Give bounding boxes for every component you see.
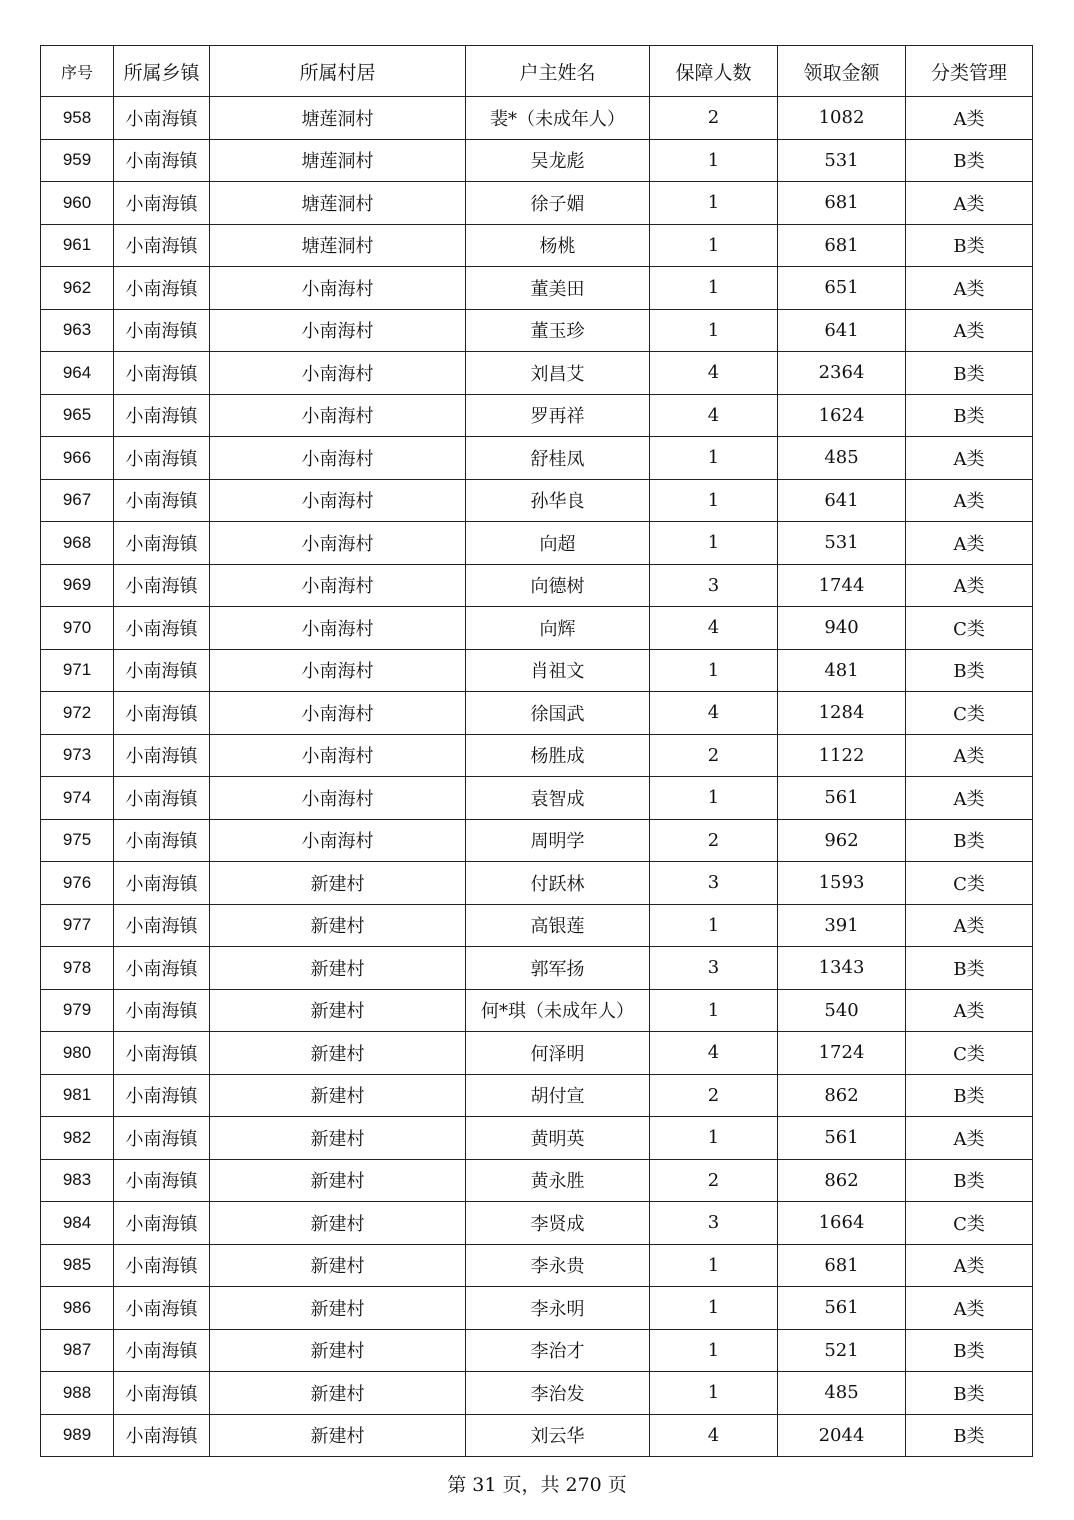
village-cell: 塘莲洞村	[210, 224, 466, 267]
householder-cell: 罗再祥	[466, 394, 650, 437]
category-cell: B类	[906, 1372, 1033, 1415]
category-cell: A类	[906, 309, 1033, 352]
village-cell: 小南海村	[210, 394, 466, 437]
householder-cell: 何*琪（未成年人）	[466, 989, 650, 1032]
township-cell: 小南海镇	[114, 904, 210, 947]
township-cell: 小南海镇	[114, 1202, 210, 1245]
insured-count-cell: 1	[650, 479, 778, 522]
amount-cell: 681	[778, 182, 906, 225]
township-cell: 小南海镇	[114, 819, 210, 862]
seq-cell: 988	[41, 1372, 114, 1415]
township-cell: 小南海镇	[114, 267, 210, 310]
seq-cell: 962	[41, 267, 114, 310]
insured-count-cell: 1	[650, 1372, 778, 1415]
seq-cell: 969	[41, 564, 114, 607]
seq-cell: 960	[41, 182, 114, 225]
township-cell: 小南海镇	[114, 734, 210, 777]
village-cell: 新建村	[210, 1329, 466, 1372]
table-row	[41, 862, 1033, 905]
householder-cell: 袁智成	[466, 777, 650, 820]
township-cell: 小南海镇	[114, 479, 210, 522]
category-cell: A类	[906, 479, 1033, 522]
householder-cell: 黄明英	[466, 1117, 650, 1160]
township-cell: 小南海镇	[114, 1117, 210, 1160]
village-cell: 塘莲洞村	[210, 139, 466, 182]
category-cell: C类	[906, 692, 1033, 735]
seq-cell: 964	[41, 352, 114, 395]
insured-count-cell: 2	[650, 734, 778, 777]
seq-cell: 976	[41, 862, 114, 905]
householder-cell: 黄永胜	[466, 1159, 650, 1202]
amount-cell: 531	[778, 522, 906, 565]
seq-cell: 980	[41, 1032, 114, 1075]
village-cell: 小南海村	[210, 437, 466, 480]
category-cell: C类	[906, 862, 1033, 905]
seq-cell: 972	[41, 692, 114, 735]
householder-cell: 胡付宣	[466, 1074, 650, 1117]
table-row	[41, 97, 1033, 140]
amount-cell: 1284	[778, 692, 906, 735]
seq-cell: 966	[41, 437, 114, 480]
category-cell: A类	[906, 904, 1033, 947]
header-village: 所属村居	[210, 46, 466, 97]
village-cell: 小南海村	[210, 819, 466, 862]
table-row	[41, 309, 1033, 352]
insured-count-cell: 4	[650, 692, 778, 735]
table-row	[41, 1032, 1033, 1075]
table-row	[41, 1372, 1033, 1415]
category-cell: B类	[906, 139, 1033, 182]
relief-roster-table	[40, 45, 1033, 1457]
category-cell: A类	[906, 564, 1033, 607]
category-cell: A类	[906, 989, 1033, 1032]
householder-cell: 向辉	[466, 607, 650, 650]
village-cell: 新建村	[210, 1414, 466, 1457]
amount-cell: 481	[778, 649, 906, 692]
township-cell: 小南海镇	[114, 1372, 210, 1415]
category-cell: C类	[906, 1032, 1033, 1075]
category-cell: B类	[906, 1414, 1033, 1457]
village-cell: 新建村	[210, 989, 466, 1032]
amount-cell: 485	[778, 437, 906, 480]
householder-cell: 向德树	[466, 564, 650, 607]
amount-cell: 561	[778, 1117, 906, 1160]
table-row	[41, 1329, 1033, 1372]
amount-cell: 862	[778, 1074, 906, 1117]
header-householder: 户主姓名	[466, 46, 650, 97]
township-cell: 小南海镇	[114, 989, 210, 1032]
householder-cell: 徐子媚	[466, 182, 650, 225]
village-cell: 塘莲洞村	[210, 182, 466, 225]
insured-count-cell: 1	[650, 1117, 778, 1160]
seq-cell: 961	[41, 224, 114, 267]
insured-count-cell: 4	[650, 1414, 778, 1457]
category-cell: B类	[906, 947, 1033, 990]
amount-cell: 1724	[778, 1032, 906, 1075]
table-row	[41, 904, 1033, 947]
insured-count-cell: 1	[650, 267, 778, 310]
township-cell: 小南海镇	[114, 1074, 210, 1117]
amount-cell: 962	[778, 819, 906, 862]
table-row	[41, 1414, 1033, 1457]
township-cell: 小南海镇	[114, 1032, 210, 1075]
village-cell: 新建村	[210, 1244, 466, 1287]
householder-cell: 李永明	[466, 1287, 650, 1330]
householder-cell: 肖祖文	[466, 649, 650, 692]
village-cell: 新建村	[210, 1372, 466, 1415]
insured-count-cell: 3	[650, 564, 778, 607]
insured-count-cell: 1	[650, 904, 778, 947]
table-row	[41, 267, 1033, 310]
header-township: 所属乡镇	[114, 46, 210, 97]
township-cell: 小南海镇	[114, 224, 210, 267]
insured-count-cell: 4	[650, 394, 778, 437]
seq-cell: 959	[41, 139, 114, 182]
insured-count-cell: 2	[650, 97, 778, 140]
householder-cell: 刘昌艾	[466, 352, 650, 395]
header-seq: 序号	[41, 46, 114, 97]
table-row	[41, 819, 1033, 862]
township-cell: 小南海镇	[114, 182, 210, 225]
householder-cell: 董美田	[466, 267, 650, 310]
table-row	[41, 734, 1033, 777]
amount-cell: 540	[778, 989, 906, 1032]
village-cell: 塘莲洞村	[210, 97, 466, 140]
insured-count-cell: 1	[650, 522, 778, 565]
amount-cell: 2364	[778, 352, 906, 395]
village-cell: 新建村	[210, 1032, 466, 1075]
amount-cell: 651	[778, 267, 906, 310]
table-row	[41, 692, 1033, 735]
table-row	[41, 649, 1033, 692]
insured-count-cell: 1	[650, 649, 778, 692]
seq-cell: 958	[41, 97, 114, 140]
category-cell: B类	[906, 394, 1033, 437]
village-cell: 新建村	[210, 904, 466, 947]
village-cell: 新建村	[210, 1117, 466, 1160]
village-cell: 新建村	[210, 1159, 466, 1202]
category-cell: C类	[906, 1202, 1033, 1245]
householder-cell: 董玉珍	[466, 309, 650, 352]
table-body	[41, 97, 1033, 1457]
township-cell: 小南海镇	[114, 437, 210, 480]
insured-count-cell: 1	[650, 224, 778, 267]
table-row	[41, 352, 1033, 395]
amount-cell: 561	[778, 1287, 906, 1330]
table-row	[41, 437, 1033, 480]
header-insured-count: 保障人数	[650, 46, 778, 97]
village-cell: 小南海村	[210, 522, 466, 565]
householder-cell: 杨胜成	[466, 734, 650, 777]
category-cell: B类	[906, 649, 1033, 692]
table-row	[41, 1287, 1033, 1330]
township-cell: 小南海镇	[114, 1414, 210, 1457]
category-cell: A类	[906, 522, 1033, 565]
category-cell: B类	[906, 1329, 1033, 1372]
category-cell: B类	[906, 819, 1033, 862]
table-row	[41, 607, 1033, 650]
township-cell: 小南海镇	[114, 1287, 210, 1330]
table-row	[41, 1159, 1033, 1202]
amount-cell: 641	[778, 309, 906, 352]
township-cell: 小南海镇	[114, 1244, 210, 1287]
seq-cell: 984	[41, 1202, 114, 1245]
insured-count-cell: 2	[650, 819, 778, 862]
amount-cell: 391	[778, 904, 906, 947]
village-cell: 新建村	[210, 1202, 466, 1245]
householder-cell: 李贤成	[466, 1202, 650, 1245]
township-cell: 小南海镇	[114, 1329, 210, 1372]
householder-cell: 何泽明	[466, 1032, 650, 1075]
village-cell: 小南海村	[210, 734, 466, 777]
insured-count-cell: 4	[650, 1032, 778, 1075]
seq-cell: 987	[41, 1329, 114, 1372]
householder-cell: 杨桃	[466, 224, 650, 267]
table-row	[41, 182, 1033, 225]
insured-count-cell: 4	[650, 352, 778, 395]
category-cell: A类	[906, 267, 1033, 310]
householder-cell: 周明学	[466, 819, 650, 862]
amount-cell: 531	[778, 139, 906, 182]
township-cell: 小南海镇	[114, 309, 210, 352]
village-cell: 小南海村	[210, 607, 466, 650]
township-cell: 小南海镇	[114, 139, 210, 182]
householder-cell: 孙华良	[466, 479, 650, 522]
amount-cell: 521	[778, 1329, 906, 1372]
township-cell: 小南海镇	[114, 607, 210, 650]
village-cell: 小南海村	[210, 777, 466, 820]
amount-cell: 681	[778, 1244, 906, 1287]
seq-cell: 979	[41, 989, 114, 1032]
category-cell: B类	[906, 224, 1033, 267]
seq-cell: 968	[41, 522, 114, 565]
category-cell: A类	[906, 437, 1033, 480]
category-cell: A类	[906, 734, 1033, 777]
village-cell: 小南海村	[210, 479, 466, 522]
category-cell: A类	[906, 1244, 1033, 1287]
township-cell: 小南海镇	[114, 777, 210, 820]
seq-cell: 973	[41, 734, 114, 777]
householder-cell: 刘云华	[466, 1414, 650, 1457]
category-cell: A类	[906, 1117, 1033, 1160]
category-cell: A类	[906, 97, 1033, 140]
table-row	[41, 139, 1033, 182]
householder-cell: 吴龙彪	[466, 139, 650, 182]
table-row	[41, 1074, 1033, 1117]
township-cell: 小南海镇	[114, 947, 210, 990]
insured-count-cell: 1	[650, 182, 778, 225]
township-cell: 小南海镇	[114, 394, 210, 437]
table-row	[41, 564, 1033, 607]
village-cell: 新建村	[210, 862, 466, 905]
householder-cell: 李永贵	[466, 1244, 650, 1287]
township-cell: 小南海镇	[114, 352, 210, 395]
amount-cell: 862	[778, 1159, 906, 1202]
category-cell: A类	[906, 777, 1033, 820]
page-footer: 第 31 页，共 270 页	[447, 1474, 627, 1496]
insured-count-cell: 2	[650, 1074, 778, 1117]
seq-cell: 967	[41, 479, 114, 522]
householder-cell: 郭军扬	[466, 947, 650, 990]
insured-count-cell: 1	[650, 1329, 778, 1372]
seq-cell: 981	[41, 1074, 114, 1117]
category-cell: C类	[906, 607, 1033, 650]
category-cell: B类	[906, 1074, 1033, 1117]
table-row	[41, 479, 1033, 522]
insured-count-cell: 1	[650, 309, 778, 352]
amount-cell: 1664	[778, 1202, 906, 1245]
village-cell: 新建村	[210, 1287, 466, 1330]
amount-cell: 940	[778, 607, 906, 650]
table-row	[41, 777, 1033, 820]
amount-cell: 1122	[778, 734, 906, 777]
seq-cell: 978	[41, 947, 114, 990]
table-row	[41, 1244, 1033, 1287]
village-cell: 小南海村	[210, 564, 466, 607]
householder-cell: 李治才	[466, 1329, 650, 1372]
insured-count-cell: 1	[650, 1287, 778, 1330]
township-cell: 小南海镇	[114, 862, 210, 905]
householder-cell: 李治发	[466, 1372, 650, 1415]
seq-cell: 963	[41, 309, 114, 352]
village-cell: 小南海村	[210, 352, 466, 395]
township-cell: 小南海镇	[114, 522, 210, 565]
amount-cell: 1593	[778, 862, 906, 905]
amount-cell: 2044	[778, 1414, 906, 1457]
table-row	[41, 394, 1033, 437]
township-cell: 小南海镇	[114, 649, 210, 692]
householder-cell: 舒桂凤	[466, 437, 650, 480]
township-cell: 小南海镇	[114, 97, 210, 140]
seq-cell: 982	[41, 1117, 114, 1160]
amount-cell: 641	[778, 479, 906, 522]
township-cell: 小南海镇	[114, 564, 210, 607]
village-cell: 小南海村	[210, 649, 466, 692]
village-cell: 新建村	[210, 947, 466, 990]
insured-count-cell: 3	[650, 947, 778, 990]
insured-count-cell: 1	[650, 437, 778, 480]
amount-cell: 1744	[778, 564, 906, 607]
table-row	[41, 1117, 1033, 1160]
seq-cell: 974	[41, 777, 114, 820]
header-category: 分类管理	[906, 46, 1033, 97]
seq-cell: 965	[41, 394, 114, 437]
header-row	[41, 46, 1033, 97]
township-cell: 小南海镇	[114, 692, 210, 735]
insured-count-cell: 1	[650, 989, 778, 1032]
amount-cell: 1624	[778, 394, 906, 437]
seq-cell: 989	[41, 1414, 114, 1457]
householder-cell: 徐国武	[466, 692, 650, 735]
insured-count-cell: 3	[650, 1202, 778, 1245]
householder-cell: 向超	[466, 522, 650, 565]
header-amount: 领取金额	[778, 46, 906, 97]
seq-cell: 970	[41, 607, 114, 650]
amount-cell: 1343	[778, 947, 906, 990]
insured-count-cell: 1	[650, 139, 778, 182]
table-row	[41, 522, 1033, 565]
householder-cell: 高银莲	[466, 904, 650, 947]
table-row	[41, 947, 1033, 990]
village-cell: 小南海村	[210, 309, 466, 352]
seq-cell: 975	[41, 819, 114, 862]
category-cell: B类	[906, 1159, 1033, 1202]
table-row	[41, 989, 1033, 1032]
seq-cell: 977	[41, 904, 114, 947]
seq-cell: 985	[41, 1244, 114, 1287]
insured-count-cell: 1	[650, 777, 778, 820]
amount-cell: 561	[778, 777, 906, 820]
seq-cell: 986	[41, 1287, 114, 1330]
table-row	[41, 1202, 1033, 1245]
table-row	[41, 224, 1033, 267]
insured-count-cell: 4	[650, 607, 778, 650]
category-cell: B类	[906, 352, 1033, 395]
village-cell: 小南海村	[210, 267, 466, 310]
amount-cell: 681	[778, 224, 906, 267]
insured-count-cell: 3	[650, 862, 778, 905]
seq-cell: 983	[41, 1159, 114, 1202]
seq-cell: 971	[41, 649, 114, 692]
insured-count-cell: 1	[650, 1244, 778, 1287]
amount-cell: 485	[778, 1372, 906, 1415]
township-cell: 小南海镇	[114, 1159, 210, 1202]
householder-cell: 裴*（未成年人）	[466, 97, 650, 140]
amount-cell: 1082	[778, 97, 906, 140]
village-cell: 新建村	[210, 1074, 466, 1117]
village-cell: 小南海村	[210, 692, 466, 735]
category-cell: A类	[906, 182, 1033, 225]
insured-count-cell: 2	[650, 1159, 778, 1202]
category-cell: A类	[906, 1287, 1033, 1330]
householder-cell: 付跃林	[466, 862, 650, 905]
